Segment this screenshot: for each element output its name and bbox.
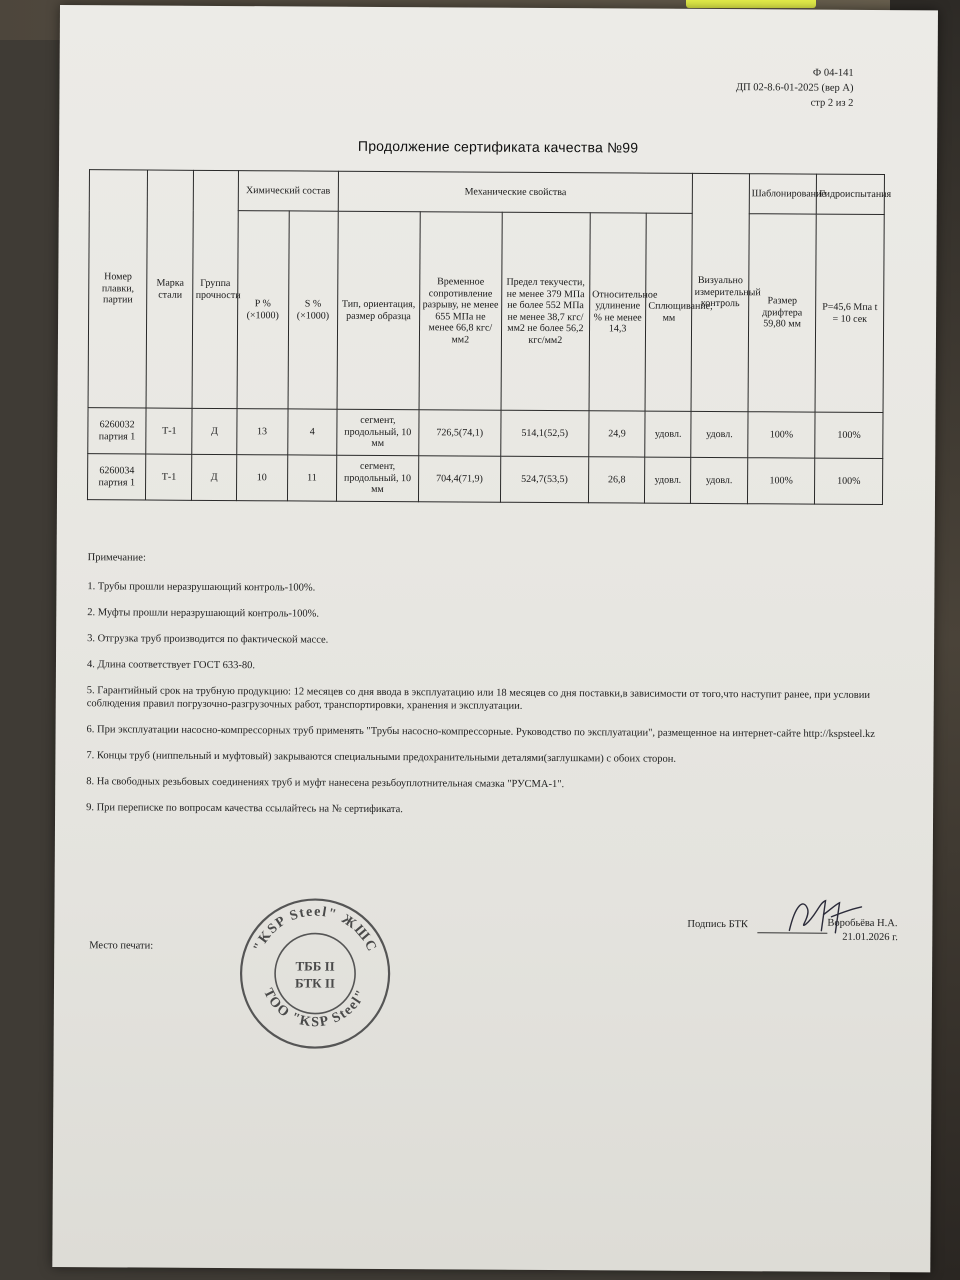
svg-text:"KSP Steel" ЖШС	[251, 904, 380, 955]
cell-yield: 524,7(53,5)	[500, 456, 588, 503]
stamp-top-text: "KSP Steel" ЖШС	[250, 904, 380, 955]
table-row	[88, 408, 883, 459]
yellow-sticker	[686, 0, 816, 8]
svg-text:ТОО "KSP Steel"	[260, 986, 370, 1031]
form-code: Ф 04-141	[812, 67, 854, 79]
notes-heading: Примечание:	[87, 552, 146, 564]
header-mechanical: Механические свойства	[338, 171, 693, 213]
note-item: 6. При эксплуатации насосно-компрессорных труб применять "Трубы насосно-компрессорные. Руководство по эксплуатации", размещенное на интернет-сайте http://kspsteel.kz	[86, 724, 875, 740]
cell-tensile: 726,5(74,1)	[419, 410, 501, 456]
header-s: S % (×1000)	[288, 211, 338, 409]
cell-group: Д	[192, 408, 236, 454]
cell-grade: Т-1	[146, 408, 192, 454]
heat-number: 6260034	[99, 465, 135, 477]
table-row	[87, 454, 882, 505]
cell-heat	[88, 408, 147, 454]
cell-s: 4	[288, 409, 337, 455]
certificate-page	[52, 5, 938, 1272]
header-group: Группа прочности	[193, 170, 238, 408]
page-number: стр 2 из 2	[810, 97, 854, 109]
cell-grade: Т-1	[146, 454, 192, 500]
stamp-bottom-text: ТОО "KSP Steel"	[260, 986, 370, 1031]
header-heat: Номер плавки, партии	[88, 170, 148, 408]
lot-label: партия 1	[98, 430, 136, 442]
note-item: 3. Отгрузка труб производится по фактической массе.	[87, 633, 329, 646]
header-visual: Визуально измерительный контроль	[691, 173, 749, 411]
cell-p: 13	[236, 409, 287, 455]
header-yield: Предел текучести, не менее 379 МПа не более 552 МПа не менее 38,7 кгс/мм2 не более 56,2 кгс/мм2	[501, 212, 590, 411]
header-chemical: Химический состав	[238, 171, 339, 212]
cell-hydro: 100%	[815, 458, 883, 504]
header-elongation: Относительное удлинение % не менее 14,3	[589, 213, 647, 411]
cell-p: 10	[236, 455, 287, 501]
notes-section	[86, 551, 918, 832]
note-item: 8. На свободных резьбовых соединениях труб и муфт нанесена резьбоуплотнительная смазка "РУСМА-1".	[86, 776, 565, 791]
cell-flattening: удовл.	[645, 457, 691, 503]
document-reference	[736, 65, 854, 111]
header-hydro-group: Гидроиспытания	[817, 174, 885, 214]
cell-elongation: 26,8	[588, 457, 645, 503]
cell-group: Д	[192, 454, 236, 500]
cell-yield: 514,1(52,5)	[501, 410, 589, 457]
doc-code: ДП 02-8.6-01-2025 (вер А)	[735, 82, 854, 94]
header-drift-group: Шаблонирование	[749, 174, 817, 214]
heat-number: 6260032	[99, 419, 135, 431]
signature-date: 21.01.2026 г.	[842, 931, 898, 944]
cell-hydro: 100%	[815, 412, 883, 458]
header-p: P % (×1000)	[237, 211, 289, 409]
cell-tensile: 704,4(71,9)	[418, 456, 500, 502]
page-title: Продолжение сертификата качества №99	[357, 137, 639, 156]
signature-area	[85, 900, 916, 1065]
note-item: 5. Гарантийный срок на трубную продукцию: 12 месяцев со дня ввода в эксплуатацию или 18 месяцев со дня поставки,в зависимости от того,что наступит ранее, при условии соблюдения правил погрузочно-разгрузочных работ, транспортировки, хранения и эксплуатации.	[86, 685, 871, 712]
note-item: 9. При переписке по вопросам качества ссылайтесь на № сертификата.	[86, 802, 403, 816]
stamp-inner-line-1: ТББ II	[295, 958, 335, 974]
quality-table	[87, 169, 892, 505]
cell-s: 11	[287, 455, 336, 501]
cell-drift: 100%	[747, 412, 815, 458]
cell-flattening: удовл.	[645, 411, 691, 457]
note-item: 7. Концы труб (ниппельный и муфтовый) закрываются специальными предохранительными деталями(заглушками) с обоих сторон.	[86, 750, 677, 765]
header-flattening: Сплющивание, мм	[645, 213, 692, 411]
note-item: 2. Муфты прошли неразрушающий контроль-100%.	[87, 607, 320, 620]
cell-heat	[87, 454, 146, 500]
cell-visual: удовл.	[691, 457, 748, 503]
cell-elongation: 24,9	[589, 411, 646, 457]
cell-drift: 100%	[747, 458, 815, 504]
lot-label: партия 1	[98, 476, 136, 488]
header-hydro: P=45,6 Мпа t = 10 сек	[815, 214, 884, 412]
header-tensile: Временное сопротивление разрыву, не менее 655 МПа не менее 66,8 кгс/мм2	[419, 212, 502, 410]
company-stamp	[235, 893, 396, 1054]
note-item: 4. Длина соответствует ГОСТ 633-80.	[86, 659, 256, 672]
header-grade: Марка стали	[146, 170, 194, 408]
header-type: Тип, ориентация, размер образца	[337, 211, 420, 409]
cell-type: сегмент, продольный, 10 мм	[337, 409, 419, 455]
btk-signature-label: Подпись БТК	[687, 918, 748, 931]
stamp-place-label: Место печати:	[89, 940, 154, 952]
signer-name: Воробьёва Н.А.	[827, 917, 898, 930]
cell-visual: удовл.	[691, 411, 748, 457]
cell-type: сегмент, продольный, 10 мм	[336, 455, 418, 501]
header-drift: Размер дрифтера 59,80 мм	[748, 214, 817, 412]
stamp-inner-line-2: БТК II	[295, 975, 336, 991]
note-item: 1. Трубы прошли неразрушающий контроль-100%.	[87, 581, 316, 594]
